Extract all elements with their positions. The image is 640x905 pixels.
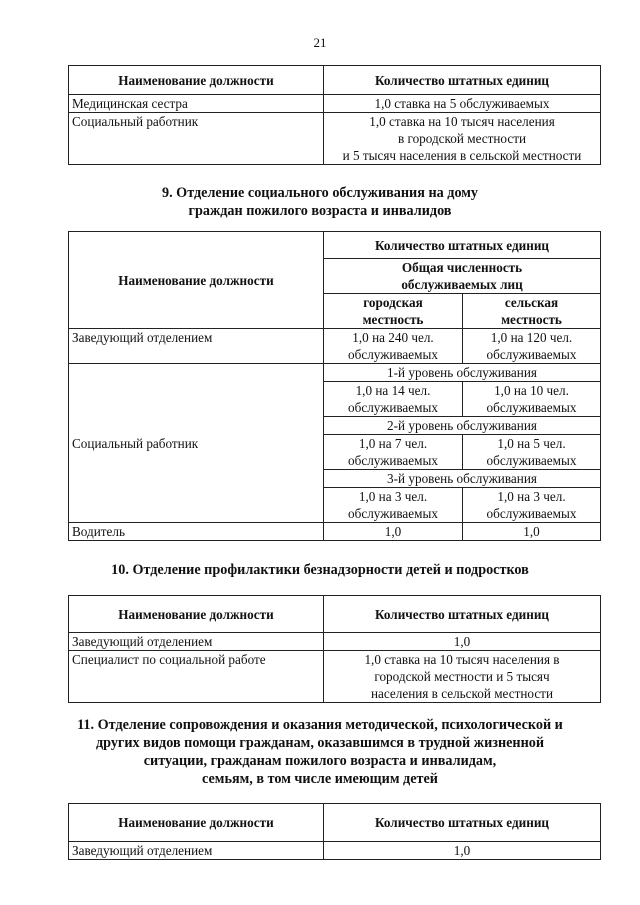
position-cell: Заведующий отделением [69,329,324,364]
urban-cell: 1,0 на 14 чел. обслуживаемых [324,382,463,417]
section-11-title: 11. Отделение сопровождения и оказания методической, психологической и других видов помощи гражданам, оказавшимся в трудной жизненной ситуации, гражданам пожилого возраста и инвалидам, семьям, в том числе имеющим детей [77,717,563,787]
column-header-rural: сельская местность [463,294,601,329]
position-cell: Специалист по социальной работе [69,651,324,703]
column-header-units: Количество штатных единиц [324,596,601,633]
urban-cell: 1,0 [324,523,463,541]
urban-cell: 1,0 на 240 чел. обслуживаемых [324,329,463,364]
urban-cell: 1,0 на 7 чел. обслуживаемых [324,435,463,470]
urban-cell: 1,0 на 3 чел. обслуживаемых [324,488,463,523]
rural-cell: 1,0 на 3 чел. обслуживаемых [463,488,601,523]
column-header-position: Наименование должности [69,232,324,329]
position-cell: Заведующий отделением [69,842,324,860]
column-header-position: Наименование должности [69,596,324,633]
service-level-label: 3-й уровень обслуживания [324,470,601,488]
staff-table-medical [68,65,601,165]
staff-table-home-service [68,231,601,541]
column-header-total: Общая численность обслуживаемых лиц [324,259,601,294]
section-9-title: 9. Отделение социального обслуживания на дому граждан пожилого возраста и инвалидов [161,185,479,219]
column-header-position: Наименование должности [69,66,324,95]
rural-cell: 1,0 на 10 чел. обслуживаемых [463,382,601,417]
page-number: 21 [313,35,327,50]
column-header-urban: городская местность [324,294,463,329]
column-header-position: Наименование должности [69,804,324,842]
rural-cell: 1,0 на 120 чел. обслуживаемых [463,329,601,364]
column-header-units: Количество штатных единиц [324,804,601,842]
position-cell: Заведующий отделением [69,633,324,651]
position-cell: Медицинская сестра [69,95,324,113]
units-cell: 1,0 ставка на 10 тысяч населения в городской местности и 5 тысяч населения в сельской местности [324,113,601,165]
service-level-label: 2-й уровень обслуживания [324,417,601,435]
rural-cell: 1,0 на 5 чел. обслуживаемых [463,435,601,470]
staff-table-support [68,803,601,860]
staff-table-prevention [68,595,601,703]
column-header-units: Количество штатных единиц [324,66,601,95]
units-cell: 1,0 ставка на 10 тысяч населения в городской местности и 5 тысяч населения в сельской местности [324,651,601,703]
position-cell: Водитель [69,523,324,541]
rural-cell: 1,0 [463,523,601,541]
units-cell: 1,0 ставка на 5 обслуживаемых [324,95,601,113]
position-cell: Социальный работник [69,113,324,165]
units-cell: 1,0 [324,842,601,860]
units-cell: 1,0 [324,633,601,651]
service-level-label: 1-й уровень обслуживания [324,364,601,382]
section-10-title: 10. Отделение профилактики безнадзорности детей и подростков [111,562,529,578]
column-header-units: Количество штатных единиц [324,232,601,259]
position-cell: Социальный работник [69,364,324,523]
